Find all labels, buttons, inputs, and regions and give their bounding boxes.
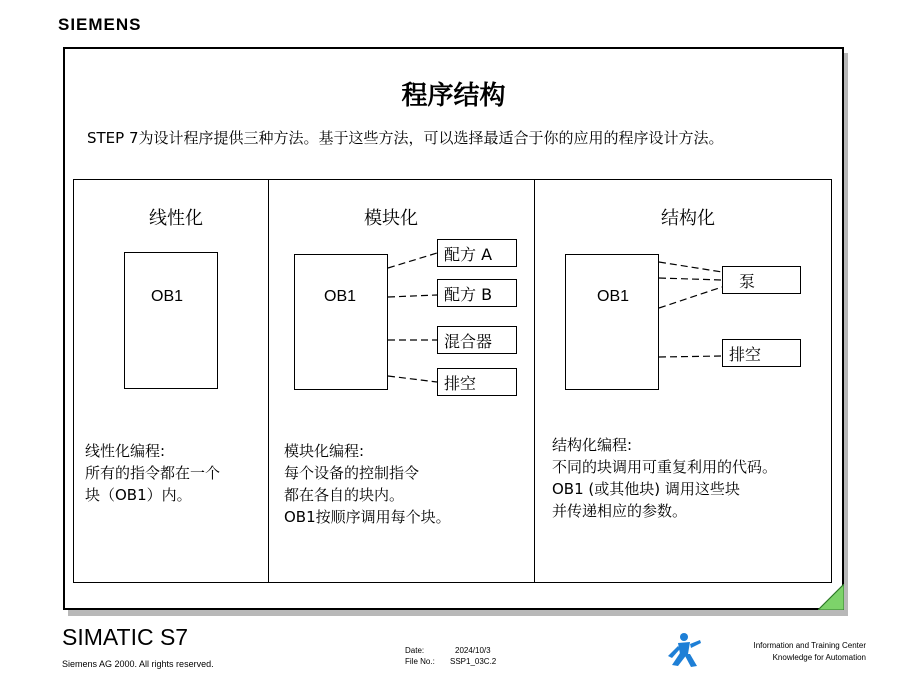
modular-description xyxy=(284,440,451,528)
slide-intro: STEP 7为设计程序提供三种方法。基于这些方法，可以选择最适合于你的应用的程序设计方法。 xyxy=(87,129,724,147)
column-divider xyxy=(268,180,269,582)
connector-line xyxy=(659,278,722,280)
page-corner-icon xyxy=(818,584,844,610)
slide-frame xyxy=(63,47,844,610)
connector-line xyxy=(388,376,437,382)
structured-ob1-block xyxy=(565,254,659,390)
desc-line: 并传递相应的参数。 xyxy=(552,502,688,520)
structured-heading: 结构化 xyxy=(661,208,715,229)
connector-line xyxy=(388,295,437,297)
slide-title: 程序结构 xyxy=(401,81,506,111)
module-drain-structured: 排空 xyxy=(722,339,801,367)
siemens-logo: SIEMENS xyxy=(58,15,142,34)
connector-line xyxy=(659,356,722,357)
modular-heading: 模块化 xyxy=(364,208,418,229)
file-label: File No.: xyxy=(405,657,435,666)
desc-line: 块（OB1）内。 xyxy=(85,486,192,504)
itc-label xyxy=(753,640,866,664)
connector-line xyxy=(659,287,722,308)
modular-ob1-block xyxy=(294,254,388,390)
date-value: 2024/10/3 xyxy=(455,646,491,655)
linear-description xyxy=(85,440,220,506)
module-recipe-a: 配方 A xyxy=(437,239,517,267)
copyright: Siemens AG 2000. All rights reserved. xyxy=(62,659,214,669)
linear-heading: 线性化 xyxy=(149,208,203,229)
desc-line: 都在各自的块内。 xyxy=(284,486,405,504)
desc-line: 所有的指令都在一个 xyxy=(85,464,221,482)
method-table xyxy=(73,179,832,583)
structured-description xyxy=(552,434,777,522)
connector-line xyxy=(659,262,722,272)
linear-ob1-block xyxy=(124,252,218,389)
desc-line: 不同的块调用可重复利用的代码。 xyxy=(552,458,778,476)
date-label: Date: xyxy=(405,646,425,655)
linear-ob1-label: OB1 xyxy=(151,288,184,305)
itc-line1: Information and Training Center xyxy=(753,641,866,650)
module-mixer: 混合器 xyxy=(437,326,517,354)
modular-ob1-label: OB1 xyxy=(324,288,357,305)
file-value: SSP1_03C.2 xyxy=(450,657,497,666)
desc-line: 线性化编程: xyxy=(85,442,166,460)
itc-line2: Knowledge for Automation xyxy=(772,653,866,662)
desc-line: OB1 (或其他块) 调用这些块 xyxy=(552,480,740,498)
product-name: SIMATIC S7 xyxy=(62,624,189,650)
desc-line: 模块化编程: xyxy=(284,442,365,460)
structured-ob1-label: OB1 xyxy=(597,288,630,305)
module-drain: 排空 xyxy=(437,368,517,396)
module-recipe-b: 配方 B xyxy=(437,279,517,307)
desc-line: 每个设备的控制指令 xyxy=(284,464,420,482)
desc-line: 结构化编程: xyxy=(552,436,633,454)
desc-line: OB1按顺序调用每个块。 xyxy=(284,508,451,526)
runner-logo-icon xyxy=(666,632,702,672)
connector-line xyxy=(388,253,437,268)
column-divider xyxy=(534,180,535,582)
module-pump: 泵 xyxy=(722,266,801,294)
